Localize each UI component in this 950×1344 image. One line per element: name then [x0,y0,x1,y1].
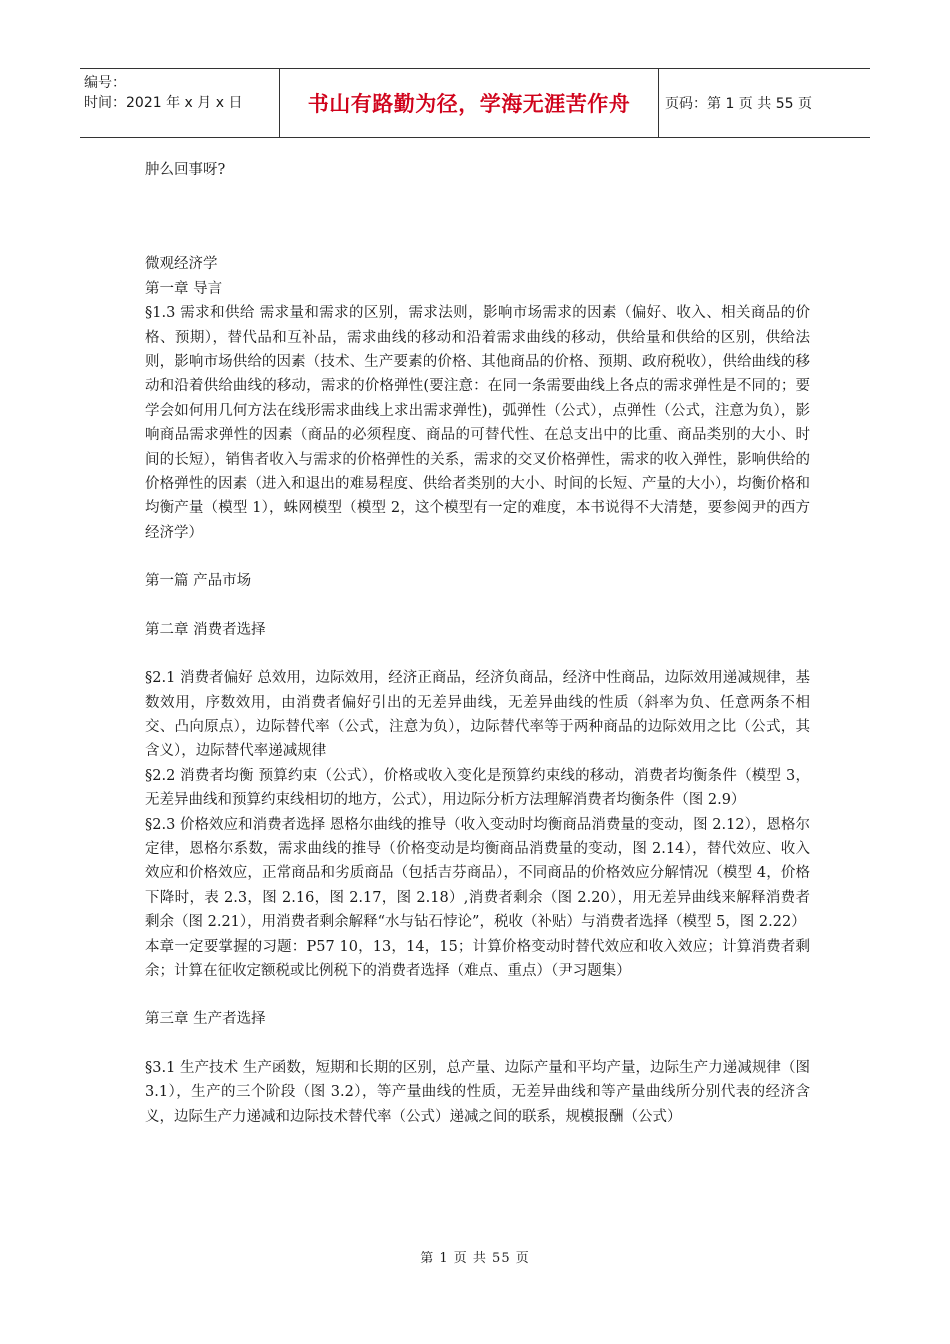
motto: 书山有路勤为径，学海无涯苦作舟 [307,92,631,116]
paragraph: §2.1 消费者偏好 总效用，边际效用，经济正商品，经济负商品，经济中性商品，边际效用递减规律，基数效用，序数效用，由消费者偏好引出的无差异曲线，无差异曲线的性质（斜率为负、任意两条不相交、凸向原点），边际替代率（公式，注意为负），边际替代率等于两种商品的边际效用之比（公式，其含义），边际替代率递减规律 [145,670,810,760]
part-heading: 第一篇 产品市场 [145,573,252,590]
page-header [80,68,870,138]
chapter-heading: 第二章 消费者选择 [145,621,266,638]
header-page-info-cell [659,69,870,137]
page-info: 页码：第 1 页 共 55 页 [665,96,812,112]
document-title: 微观经济学 [145,256,218,273]
paragraph: §2.2 消费者均衡 预算约束（公式），价格或收入变化是预算约束线的移动，消费者均衡条件（模型 3，无差异曲线和预算约束线相切的地方，公式），用边际分析方法理解消费者均衡条件（图 2.9） [145,767,810,809]
date-label: 时间：2021 年 x 月 x 日 [84,95,243,111]
code-label: 编号： [84,75,126,91]
paragraph: §1.3 需求和供给 需求量和需求的区别，需求法则，影响市场需求的因素（偏好、收入、相关商品的价格、预期），替代品和互补品，需求曲线的移动和沿着需求曲线的移动，供给量和供给的区别，供给法则，影响市场供给的因素（技术、生产要素的价格、其他商品的价格、预期、政府税收），供给曲线的移动和沿着供给曲线的移动，需求的价格弹性(要注意：在同一条需要曲线上各点的需求弹性是不同的；要学会如何用几何方法在线形需求曲线上求出需求弹性)，弧弹性（公式），点弹性（公式，注意为负），影响商品需求弹性的因素（商品的必须程度、商品的可替代性、在总支出中的比重、商品类别的大小、时间的长短），销售者收入与需求的价格弹性的关系，需求的交叉价格弹性，需求的收入弹性，影响供给的价格弹性的因素（进入和退出的难易程度、供给者类别的大小、时间的长短、产量的大小），均衡价格和均衡产量（模型 1），蛛网模型（模型 2，这个模型有一定的难度，本书说得不大清楚，要参阅尹的西方经济学） [145,305,810,541]
paragraph: §2.3 价格效应和消费者选择 恩格尔曲线的推导（收入变动时均衡商品消费量的变动，图 2.12），恩格尔定律，恩格尔系数，需求曲线的推导（价格变动是均衡商品消费量的变动，图 2.14），替代效应、收入效应和价格效应，正常商品和劣质商品（包括吉芬商品），不同商品的价格效应分解情况（模型 4，价格下降时，表 2.3，图 2.16，图 2.17，图 2.18）,消费者剩余（图 2.20），用无差异曲线来解释消费者剩余（图 2.21），用消费者剩余解释“水与钻石悖论”，税收（补贴）与消费者选择（模型 5，图 2.22） [145,816,810,931]
paragraph: 肿么回事呀? [145,162,226,178]
header-motto-cell [280,69,659,137]
chapter-heading: 第一章 导言 [145,280,223,297]
header-meta [80,69,280,137]
paragraph: 本章一定要掌握的习题：P57 10，13，14，15；计算价格变动时替代效应和收入效应；计算消费者剩余；计算在征收定额税或比例税下的消费者选择（难点、重点）（尹习题集） [145,938,810,979]
document-body [145,158,810,1129]
page-footer: 第 1 页 共 55 页 [420,1251,530,1266]
chapter-heading: 第三章 生产者选择 [145,1011,266,1028]
paragraph: §3.1 生产技术 生产函数，短期和长期的区别，总产量、边际产量和平均产量，边际生产力递减规律（图 3.1），生产的三个阶段（图 3.2），等产量曲线的性质，无差异曲线和等产量曲线所分别代表的经济含义，边际生产力递减和边际技术替代率（公式）递减之间的联系，规模报酬（公式） [145,1059,810,1125]
